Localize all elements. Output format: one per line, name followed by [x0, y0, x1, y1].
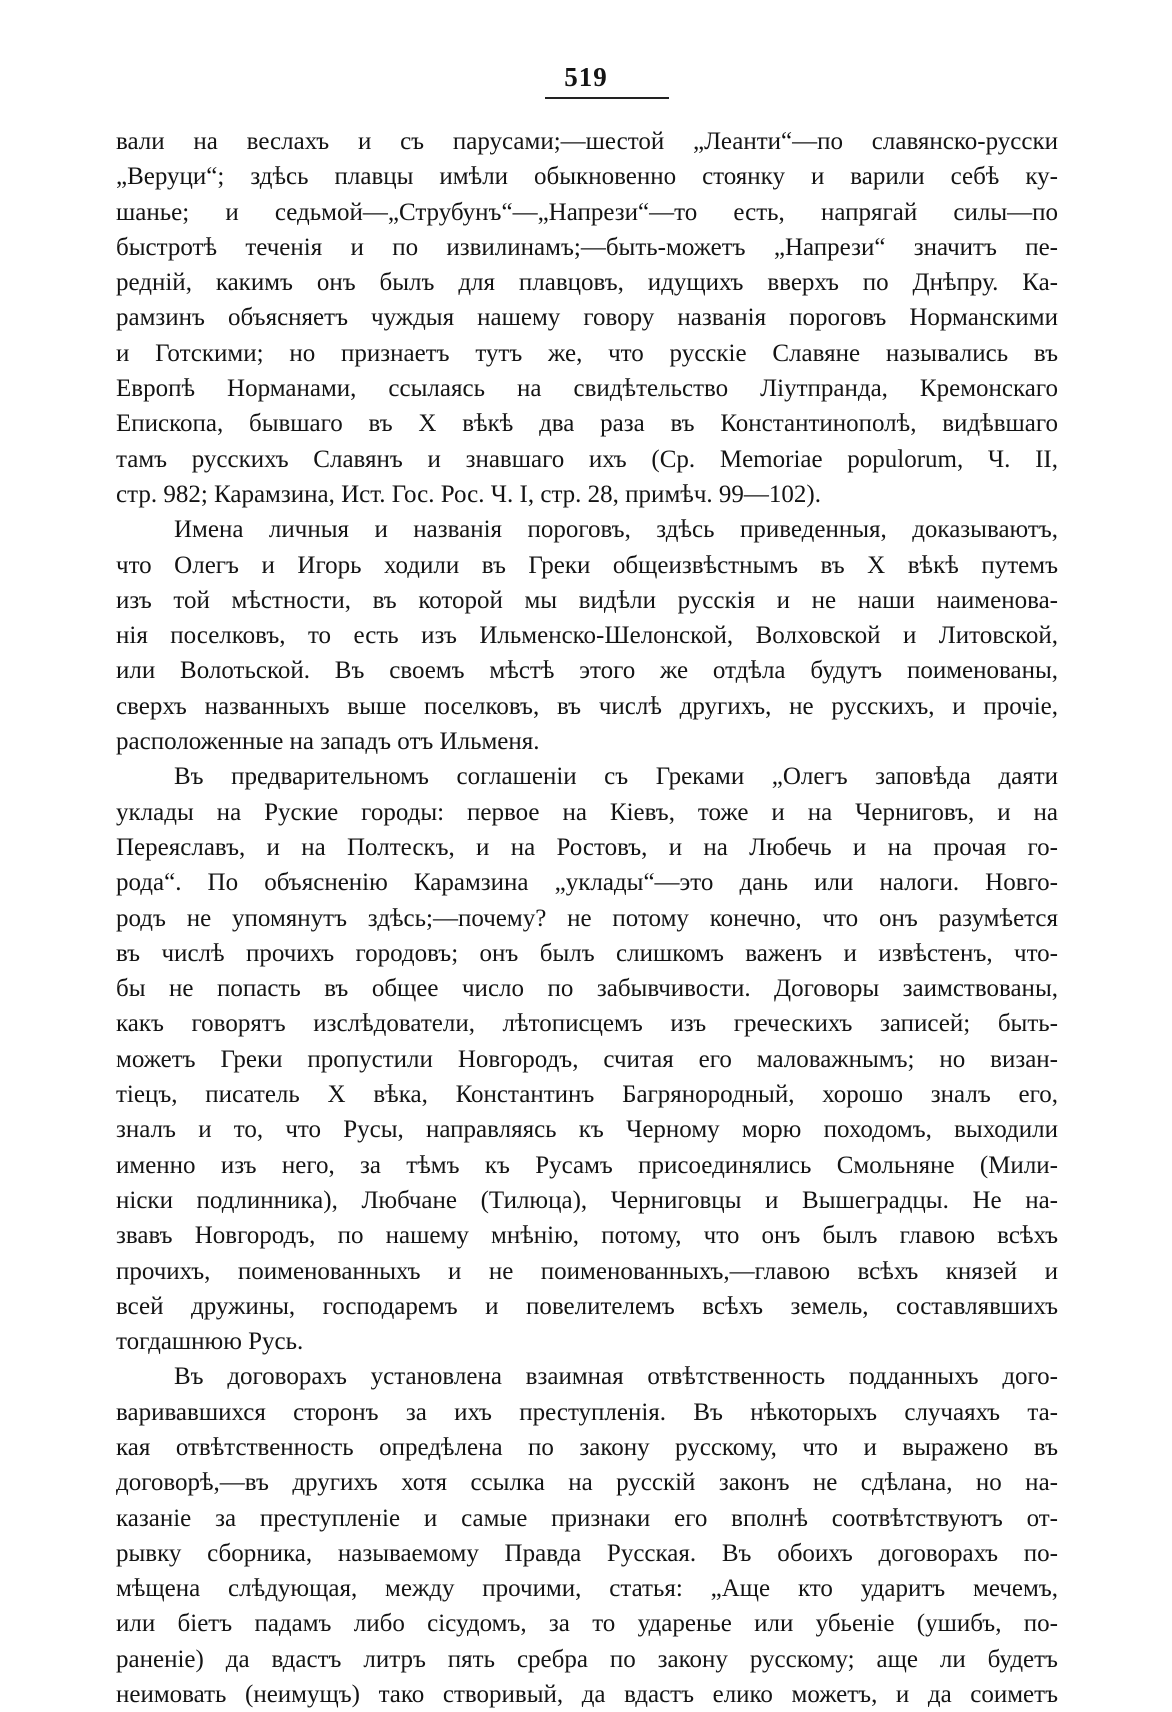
paragraph-3-line: уклады на Руские городы: первое на Кіевъ, тоже и на Черниговъ, и на [116, 798, 1058, 826]
paragraph-1-line: Епископа, бывшаго въ X вѣкѣ два раза въ Константинополѣ, видѣвшаго [116, 410, 1058, 438]
paragraph-4-line: казаніе за преступленіе и самые признаки его вполнѣ соотвѣтствуютъ от- [116, 1504, 1058, 1532]
paragraph-2-line: Имена личныя и названія пороговъ, здѣсь приведенныя, доказываютъ, [174, 516, 1058, 544]
paragraph-2-line: что Олегъ и Игорь ходили въ Греки общеизвѣстнымъ въ X вѣкѣ путемъ [116, 551, 1058, 579]
paragraph-3-line: нiски подлинника), Любчане (Тилюца), Черниговцы и Вышеградцы. Не на- [116, 1186, 1058, 1214]
paragraph-1-line: шанье; и седьмой—„Струбунъ“—„Напрези“—то есть, напрягай силы—по [116, 198, 1058, 226]
paragraph-3-line: родъ не упомянутъ здѣсь;—почему? не потому конечно, что онъ разумѣется [116, 904, 1058, 932]
paragraph-3-line: рода“. По объясненію Карамзина „уклады“—это дань или налоги. Новго- [116, 869, 1058, 897]
paragraph-3-line: именно изъ него, за тѣмъ къ Русамъ присоединялись Смольняне (Мили- [116, 1151, 1058, 1179]
paragraph-4-line: варивавшихся сторонъ за ихъ преступленія. Въ нѣкоторыхъ случаяхъ та- [116, 1398, 1058, 1426]
paragraph-3-line: какъ говорятъ изслѣдователи, лѣтописцемъ изъ греческихъ записей; быть- [116, 1010, 1058, 1038]
body-text [116, 124, 1058, 1712]
paragraph-4-line: рывку сборника, называемому Правда Русская. Въ обоихъ договорахъ по- [116, 1539, 1058, 1567]
paragraph-4-line: кая отвѣтственность опредѣлена по закону русскому, что и выражено въ [116, 1433, 1058, 1461]
paragraph-3-line: Переяславъ, и на Полтескъ, и на Ростовъ, и на Любечь и на прочая го- [116, 833, 1058, 861]
paragraph-3-line: тогдашнюю Русь. [116, 1328, 304, 1356]
paragraph-2-line: сверхъ названныхъ выше поселковъ, въ числѣ другихъ, не русскихъ, и прочіе, [116, 692, 1058, 720]
paragraph-1-line: „Веруци“; здѣсь плавцы имѣли обыкновенно стоянку и варили себѣ ку- [116, 163, 1058, 191]
paragraph-2-line: нія поселковъ, то есть изъ Ильменско-Шелонской, Волховской и Литовской, [116, 622, 1058, 650]
paragraph-1-line: Европѣ Норманами, ссылаясь на свидѣтельство Ліутпранда, Кремонскаго [116, 375, 1058, 403]
paragraph-3-line: всей дружины, господаремъ и повелителемъ всѣхъ земель, составлявшихъ [116, 1292, 1058, 1320]
paragraph-1-line: редній, какимъ онъ былъ для плавцовъ, идущихъ вверхъ по Днѣпру. Ка- [116, 269, 1058, 297]
paragraph-1-line: рамзинъ объясняетъ чуждыя нашему говору названія пороговъ Норманскими [116, 304, 1058, 332]
paragraph-1-line: и Готскими; но признаетъ тутъ же, что русскіе Славяне назывались въ [116, 339, 1058, 367]
paragraph-3-line: въ числѣ прочихъ городовъ; онъ былъ слишкомъ важенъ и извѣстенъ, что- [116, 939, 1058, 967]
paragraph-1-line: быстротѣ теченія и по извилинамъ;—быть-можетъ „Напрези“ значитъ пе- [116, 233, 1058, 261]
paragraph-3-line: бы не попасть въ общее число по забывчивости. Договоры заимствованы, [116, 975, 1058, 1003]
paragraph-3-line: можетъ Греки пропустили Новгородъ, считая его маловажнымъ; но визан- [116, 1045, 1058, 1073]
paragraph-2-line: расположенные на западъ отъ Ильменя. [116, 728, 540, 756]
paragraph-3-line: прочихъ, поименованныхъ и не поименованныхъ,—главою всѣхъ князей и [116, 1257, 1058, 1285]
page-number-rule [545, 97, 669, 99]
paragraph-3-line: Въ предварительномъ соглашеніи съ Греками „Олегъ заповѣда даяти [174, 763, 1058, 791]
paragraph-4-line: Въ договорахъ установлена взаимная отвѣтственность подданныхъ дого- [174, 1363, 1058, 1391]
paragraph-4-line: раненіе) да вдастъ литръ пять сребра по закону русскому; аще ли будетъ [116, 1645, 1058, 1673]
paragraph-3-line: тіецъ, писатель X вѣка, Константинъ Багрянородный, хорошо зналъ его, [116, 1081, 1058, 1109]
paragraph-4-line: неимовать (неимущъ) тако створивый, да вдастъ елико можетъ, и да соиметъ [116, 1681, 1058, 1709]
paragraph-1-line: стр. 982; Карамзина, Ист. Гос. Рос. Ч. I, стр. 28, примѣч. 99—102). [116, 480, 821, 508]
page-number: 519 [564, 62, 608, 92]
paragraph-1-line: тамъ русскихъ Славянъ и знавшаго ихъ (Ср. Memoriae populorum, Ч. II, [116, 445, 1058, 473]
paragraph-1-line: вали на веслахъ и съ парусами;—шестой „Леанти“—по славянско-русски [116, 128, 1058, 155]
paragraph-3-line: зналъ и то, что Русы, направляясь къ Черному морю походомъ, выходили [116, 1116, 1058, 1144]
paragraph-2-line: или Волотьской. Въ своемъ мѣстѣ этого же отдѣла будутъ поименованы, [116, 657, 1058, 685]
paragraph-4-line: мѣщена слѣдующая, между прочими, статья: „Аще кто ударитъ мечемъ, [116, 1575, 1058, 1603]
paragraph-4-line: или біетъ падамъ либо сісудомъ, за то ударенье или убьеніе (ушибъ, по- [116, 1610, 1058, 1638]
paragraph-3-line: звавъ Новгородъ, по нашему мнѣнію, потому, что онъ былъ главою всѣхъ [116, 1222, 1058, 1250]
paragraph-4-line: договорѣ,—въ другихъ хотя ссылка на русскій законъ не сдѣлана, но на- [116, 1469, 1058, 1497]
paragraph-2-line: изъ той мѣстности, въ которой мы видѣли русскія и не наши наименова- [116, 586, 1058, 614]
